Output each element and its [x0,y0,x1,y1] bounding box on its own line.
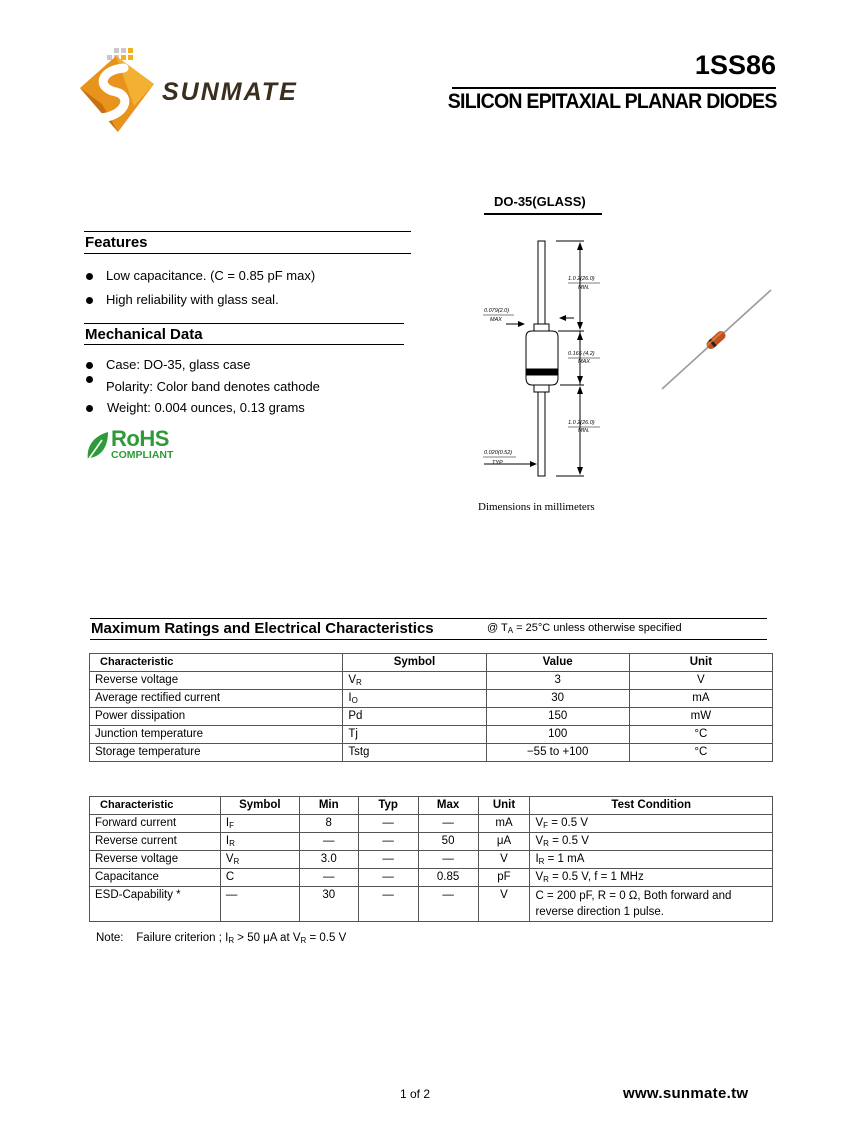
col-header: Unit [478,797,530,815]
svg-text:SUNMATE: SUNMATE [162,78,298,106]
bullet-icon [86,297,93,304]
cell-symbol: Tj [343,726,486,744]
cell-max: 50 [418,833,478,851]
cell-test-condition: C = 200 pF, R = 0 Ω, Both forward and reverse direction 1 pulse. [530,887,773,922]
cell-value: 30 [486,690,629,708]
col-header: Max [418,797,478,815]
cell-symbol: Pd [343,708,486,726]
col-header: Symbol [343,654,486,672]
dim-wire-dia: 0.020(0.52) [484,450,513,456]
rohs-badge [84,428,194,464]
leaf-icon [84,430,110,462]
cell-characteristic: Reverse voltage [90,851,221,869]
header-divider [452,87,776,89]
dim-lead-top: 1.0 2(26.0) [568,276,595,282]
cell-characteristic: Reverse voltage [90,672,343,690]
sunmate-logo [72,44,342,136]
cell-min: — [299,869,358,887]
bullet-icon [86,362,93,369]
feature-item: High reliability with glass seal. [86,292,279,307]
features-heading: Features [85,234,148,251]
table-row [90,708,773,726]
table-row [90,815,773,833]
failure-note: Note: Failure criterion ; $I_R > 50$ μA at $V_R = 0.5$ V [96,932,347,945]
cell-unit: °C [629,726,772,744]
part-number: 1SS86 [694,50,776,80]
rohs-label: RoHS [111,426,169,451]
table-row [90,887,773,922]
table-row [90,851,773,869]
dim-body-dia-note: MAX [490,317,502,323]
col-header: Unit [629,654,772,672]
cell-characteristic: Average rectified current [90,690,343,708]
mechanical-top-rule [84,323,404,324]
product-subtitle: SILICON EPITAXIAL PLANAR DIODES [448,90,777,113]
package-name-underline [484,213,602,215]
mechanical-bottom-rule [84,344,404,345]
cell-typ: — [358,851,418,869]
ratings-top-rule [90,618,767,619]
dim-wire-dia-note: TYP [492,460,503,466]
cell-symbol: — [220,887,299,922]
table-row [90,869,773,887]
cell-unit: V [629,672,772,690]
cell-characteristic: Reverse current [90,833,221,851]
cell-typ: — [358,815,418,833]
cell-symbol: $V_R$ [220,851,299,869]
feature-item: Low capacitance. (C = 0.85 pF max) [86,268,315,283]
cell-typ: — [358,887,418,922]
cell-value: 150 [486,708,629,726]
cell-symbol: $V_R$ [343,672,486,690]
cell-test-condition: $V_F = 0.5$ V [530,815,773,833]
ratings-bottom-rule [90,639,767,640]
cell-min: 30 [299,887,358,922]
cell-symbol: $I_R$ [220,833,299,851]
mechanical-item: Polarity: Color band denotes cathode [86,376,320,391]
cell-value: 3 [486,672,629,690]
cell-characteristic: Junction temperature [90,726,343,744]
page-number: 1 of 2 [400,1087,431,1101]
col-header: Symbol [220,797,299,815]
website-link[interactable]: www.sunmate.tw [623,1085,749,1102]
cell-unit: V [478,887,530,922]
cell-typ: — [358,833,418,851]
table-row [90,690,773,708]
cell-max: — [418,851,478,869]
dimensions-note: Dimensions in millimeters [478,501,595,513]
cell-max: — [418,815,478,833]
cell-symbol: $I_O$ [343,690,486,708]
cell-unit: mA [629,690,772,708]
col-header: Characteristic [90,654,343,672]
col-header: Value [486,654,629,672]
cell-characteristic: Forward current [90,815,221,833]
cell-max: — [418,887,478,922]
cell-characteristic: Power dissipation [90,708,343,726]
table-header-row [90,797,773,815]
bullet-icon [86,405,93,412]
rohs-compliant-label: COMPLIANT [111,449,174,461]
max-ratings-table [89,653,773,762]
cell-test-condition: $I_R = 1$ mA [530,851,773,869]
cell-characteristic: ESD-Capability * [90,887,221,922]
table-row [90,672,773,690]
table-row [90,726,773,744]
bullet-icon [86,376,93,383]
cell-min: 3.0 [299,851,358,869]
dim-body-len: 0.165 (4.2) [568,351,595,357]
col-header: Test Condition [530,797,773,815]
cell-characteristic: Capacitance [90,869,221,887]
dim-lead-bot: 1.0 2(26.0) [568,420,595,426]
ratings-title: Maximum Ratings and Electrical Characteristics [91,620,434,637]
cell-symbol: Tstg [343,744,486,762]
col-header: Typ [358,797,418,815]
cell-unit: μA [478,833,530,851]
cell-typ: — [358,869,418,887]
cell-unit: mA [478,815,530,833]
dim-body-len-note: MAX [578,359,590,365]
electrical-characteristics-table [89,796,773,922]
package-name: DO-35(GLASS) [494,194,586,209]
col-header: Characteristic [90,797,221,815]
cell-unit: °C [629,744,772,762]
features-bottom-rule [84,253,411,254]
ratings-condition: @ $T_A = 25^\circ C$ unless otherwise specified [487,622,682,635]
diode-photo [658,286,776,394]
cell-unit: V [478,851,530,869]
cell-characteristic: Storage temperature [90,744,343,762]
mechanical-item: Case: DO-35, glass case [86,357,251,372]
cell-symbol: $I_F$ [220,815,299,833]
table-row [90,744,773,762]
table-header-row [90,654,773,672]
table-row [90,833,773,851]
dim-lead-bot-note: MIN. [578,428,590,434]
col-header: Min [299,797,358,815]
cell-value: −55 to +100 [486,744,629,762]
cell-unit: pF [478,869,530,887]
mechanical-item: Weight: 0.004 ounces, 0.13 grams [86,400,305,415]
do35-outline-drawing [476,232,616,482]
features-top-rule [84,231,411,232]
cell-value: 100 [486,726,629,744]
cell-min: 8 [299,815,358,833]
dim-body-dia: 0.079(2.0) [484,308,510,314]
dim-lead-top-note: MIN. [578,285,590,291]
cell-unit: mW [629,708,772,726]
cell-min: — [299,833,358,851]
cell-test-condition: $V_R = 0.5$ V [530,833,773,851]
cell-max: 0.85 [418,869,478,887]
cell-test-condition: $V_R = 0.5$ V, f = 1 MHz [530,869,773,887]
cell-symbol: C [220,869,299,887]
mechanical-heading: Mechanical Data [85,326,203,343]
bullet-icon [86,273,93,280]
